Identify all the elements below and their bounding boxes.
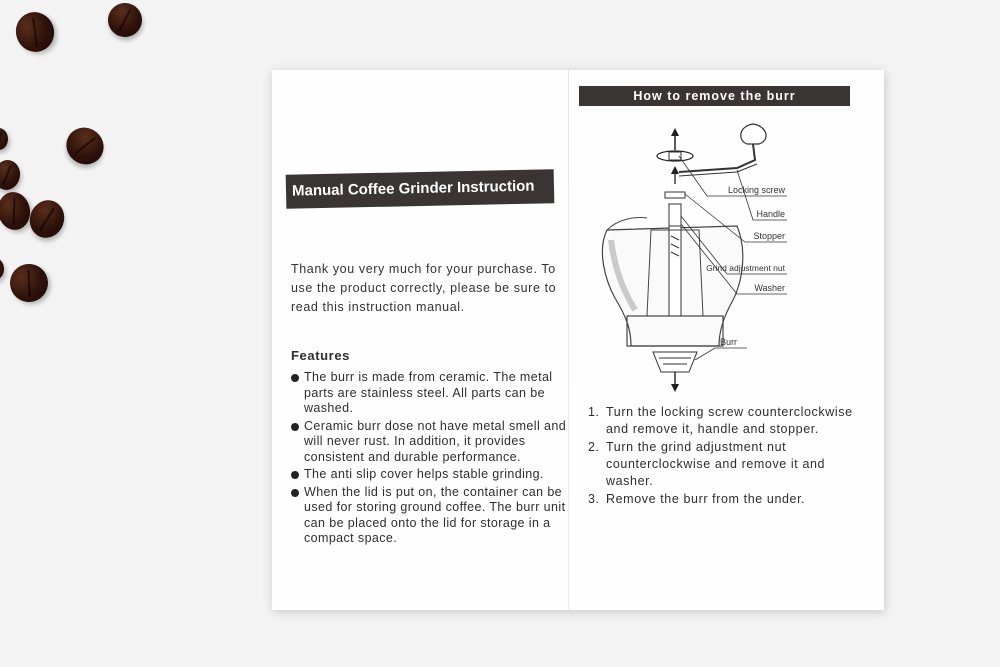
grinder-diagram-svg [587,120,827,395]
feature-item [290,370,570,417]
steps-list [588,404,873,509]
step-item [588,404,873,438]
features-heading: Features [291,348,350,363]
bullet-icon [291,374,299,382]
feature-text: The burr is made from ceramic. The metal parts are stainless steel. All parts can be washed. [304,370,553,415]
coffee-bean-icon [6,260,53,307]
arrow-down-icon [671,384,679,392]
step-text: Turn the locking screw counterclockwise and remove it, handle and stopper. [606,405,853,436]
coffee-bean-icon [0,128,8,150]
grinder-exploded-diagram [587,120,827,395]
arrow-up-icon [671,128,679,136]
booklet-title: Manual Coffee Grinder Instruction [286,169,555,209]
intro-paragraph: Thank you very much for your purchase. To use the product correctly, please be sure to read this instruction manual. [291,262,557,314]
step-item [588,439,873,490]
feature-item [290,467,570,483]
bullet-icon [291,489,299,497]
coffee-bean-icon [59,120,111,172]
bullet-icon [291,471,299,479]
coffee-bean-icon [104,0,146,41]
coffee-bean-icon [0,158,22,192]
feature-text: When the lid is put on, the container can be used for storing ground coffee. The burr unit can be placed onto the lid for storage in a compact space. [304,484,566,545]
burr-part [653,352,697,372]
step-number: 3. [588,492,600,506]
step-number: 2. [588,440,600,454]
features-list [290,370,570,549]
feature-text: The anti slip cover helps stable grinding. [304,467,544,481]
callout-washer: Washer [754,283,785,293]
coffee-bean-icon [10,7,59,58]
callout-locking-screw: Locking screw [727,185,785,195]
callout-stopper: Stopper [753,231,785,241]
callout-burr: Burr [719,337,737,347]
feature-item [290,419,570,466]
callout-grind-adjustment-nut: Grind adjustment nut [706,263,785,273]
handle-knob [741,124,766,144]
coffee-bean-icon [0,258,4,280]
step-item [588,491,873,508]
step-text: Remove the burr from the under. [606,492,806,506]
feature-item [290,485,570,547]
coffee-bean-icon [25,195,70,242]
callout-handle: Handle [756,209,785,219]
step-number: 1. [588,405,600,419]
instruction-booklet [272,70,884,610]
feature-text: Ceramic burr dose not have metal smell and will never rust. In addition, it provides consistent and durable performance. [304,418,567,464]
coffee-bean-icon [0,190,33,233]
bullet-icon [291,423,299,431]
step-text: Turn the grind adjustment nut counterclockwise and remove it and washer. [606,440,826,488]
section-title: How to remove the burr [579,86,850,106]
